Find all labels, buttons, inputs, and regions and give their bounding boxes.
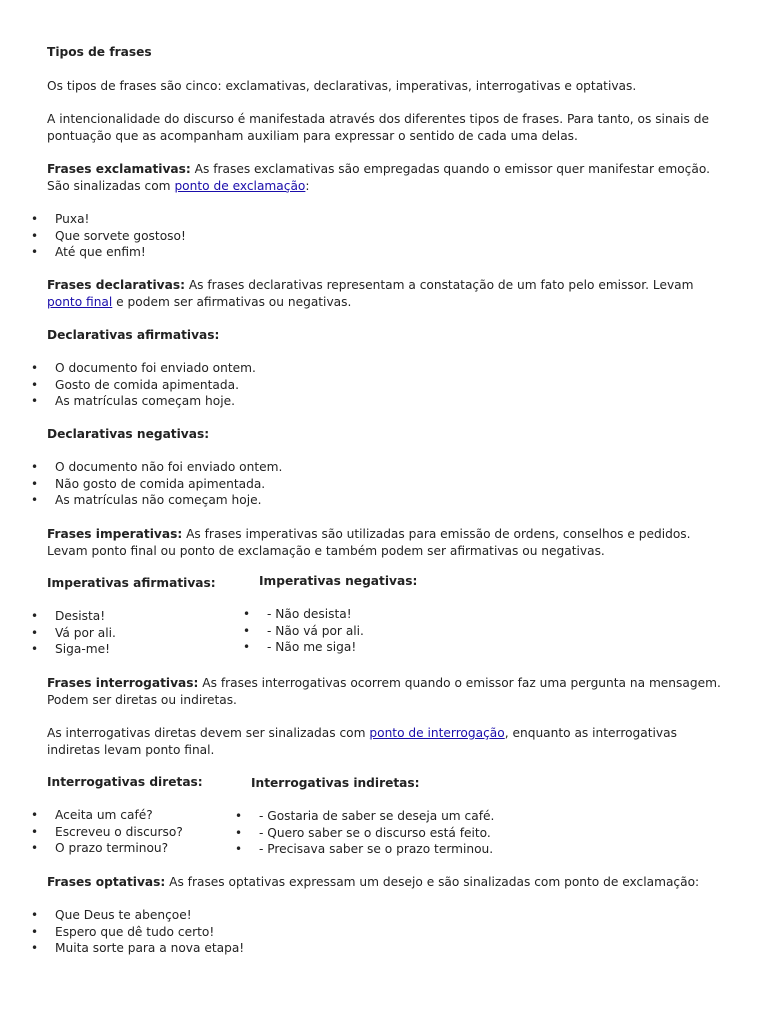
list-item: • As matrículas começam hoje.	[31, 393, 256, 410]
declarativas-afirmativas-heading: Declarativas afirmativas:	[47, 328, 220, 342]
interrogativas-label: Frases interrogativas:	[47, 676, 199, 690]
declarativas-label: Frases declarativas:	[47, 278, 185, 292]
interrogativas-indiretas-heading: Interrogativas indiretas:	[251, 776, 420, 790]
list-item: • - Não desista!	[243, 606, 364, 623]
list-item: • - Gostaria de saber se deseja um café.	[235, 808, 494, 825]
optativas-list	[31, 907, 244, 957]
list-item: • Muita sorte para a nova etapa!	[31, 940, 244, 957]
optativas-paragraph	[47, 874, 722, 891]
exclamativas-after: :	[305, 178, 310, 193]
list-item: • Não gosto de comida apimentada.	[31, 476, 282, 493]
exclamativas-text: As frases exclamativas são empregadas quando o emissor quer manifestar emoção. São sinalizadas com	[47, 162, 710, 193]
imperativas-text: As frases imperativas são utilizadas para emissão de ordens, conselhos e pedidos. Levam ponto final ou ponto de exclamação e também podem ser afirmativas ou negativas.	[47, 527, 691, 558]
list-item: • Espero que dê tudo certo!	[31, 924, 244, 941]
exclamativas-paragraph	[47, 161, 722, 194]
interrogativas-text: As frases interrogativas ocorrem quando o emissor faz uma pergunta na mensagem. Podem ser diretas ou indiretas.	[47, 676, 721, 707]
imperativas-negativas-list	[243, 606, 364, 656]
list-item: • - Precisava saber se o prazo terminou.	[235, 841, 494, 858]
declarativas-text: As frases declarativas representam a constatação de um fato pelo emissor. Levam	[184, 278, 694, 292]
list-item: • Vá por ali.	[31, 625, 116, 642]
list-item: • - Quero saber se o discurso está feito.	[235, 825, 494, 842]
declarativas-paragraph	[47, 277, 722, 310]
ponto-interrogacao-link[interactable]: ponto de interrogação	[369, 726, 505, 740]
list-item: • Aceita um café?	[31, 807, 183, 824]
imperativas-afirmativas-list	[31, 608, 116, 658]
optativas-text: As frases optativas expressam um desejo e são sinalizadas com ponto de exclamação:	[165, 875, 700, 889]
list-item: • - Não me siga!	[243, 639, 364, 656]
exclamativas-label: Frases exclamativas:	[47, 162, 191, 176]
imperativas-negativas-heading: Imperativas negativas:	[259, 574, 418, 588]
interrogativas-diretas-heading: Interrogativas diretas:	[47, 775, 203, 789]
page-title: Tipos de frases	[47, 45, 152, 59]
exclamativas-list	[31, 211, 186, 261]
interrogativas-indiretas-list	[235, 808, 494, 858]
ponto-exclamacao-link[interactable]: ponto de exclamação	[174, 178, 306, 193]
list-item: • Escreveu o discurso?	[31, 824, 183, 841]
interrogativas-diretas-paragraph	[47, 725, 722, 758]
list-item: • Até que enfim!	[31, 244, 186, 261]
imperativas-afirmativas-heading: Imperativas afirmativas:	[47, 576, 216, 590]
list-item: • Que sorvete gostoso!	[31, 228, 186, 245]
interrogativas-diretas-list	[31, 807, 183, 857]
list-item: • - Não vá por ali.	[243, 623, 364, 640]
declarativas-after: e podem ser afirmativas ou negativas.	[112, 294, 352, 309]
interrogativas-paragraph	[47, 675, 722, 708]
list-item: • O documento foi enviado ontem.	[31, 360, 256, 377]
list-item: • O documento não foi enviado ontem.	[31, 459, 282, 476]
list-item: • O prazo terminou?	[31, 840, 183, 857]
imperativas-label: Frases imperativas:	[47, 527, 183, 541]
declarativas-afirmativas-list	[31, 360, 256, 410]
intro-paragraph: Os tipos de frases são cinco: exclamativas, declarativas, imperativas, interrogativas e optativas.	[47, 79, 637, 93]
optativas-label: Frases optativas:	[47, 875, 166, 889]
interrogativas-p2-after: , enquanto as interrogativas indiretas levam ponto final.	[47, 726, 677, 757]
declarativas-negativas-heading: Declarativas negativas:	[47, 427, 210, 441]
ponto-final-link[interactable]: ponto final	[47, 294, 113, 309]
interrogativas-p2-before: As interrogativas diretas devem ser sinalizadas com	[47, 726, 370, 740]
imperativas-paragraph	[47, 526, 722, 559]
intencionalidade-paragraph: A intencionalidade do discurso é manifestada através dos diferentes tipos de frases. Para tanto, os sinais de pontuação que as acompanham auxiliam para expressar o sentido de cada uma delas.	[47, 112, 709, 143]
declarativas-negativas-list	[31, 459, 282, 509]
list-item: • As matrículas não começam hoje.	[31, 492, 282, 509]
list-item: • Gosto de comida apimentada.	[31, 377, 256, 394]
list-item: • Desista!	[31, 608, 116, 625]
list-item: • Puxa!	[31, 211, 186, 228]
list-item: • Siga-me!	[31, 641, 116, 658]
list-item: • Que Deus te abençoe!	[31, 907, 244, 924]
